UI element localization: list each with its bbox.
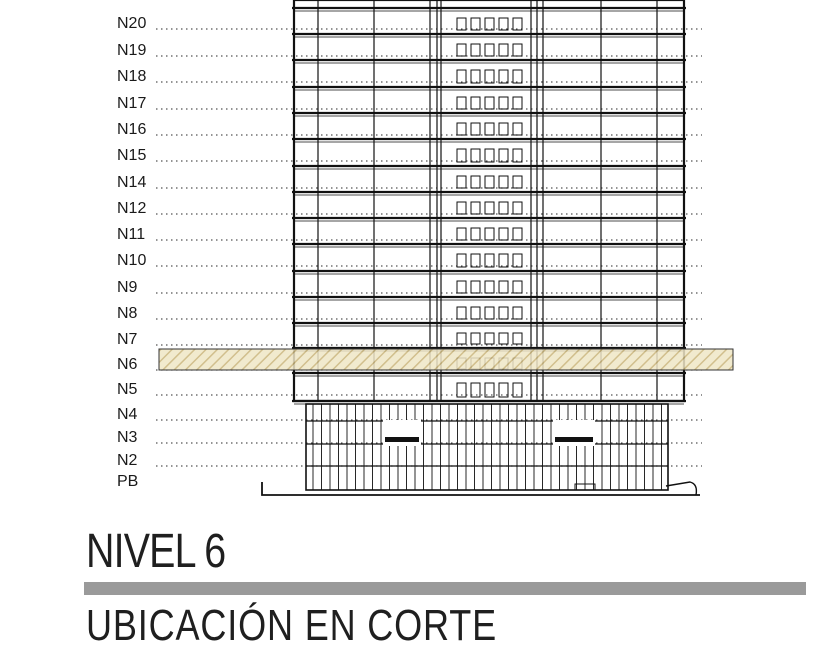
page-subtitle: UBICACIÓN EN CORTE	[86, 601, 498, 650]
core-opening	[457, 18, 466, 30]
core-opening	[471, 228, 480, 240]
core-opening	[513, 123, 522, 135]
level-label-n2: N2	[117, 452, 138, 469]
tower-section	[292, 0, 686, 404]
podium-opening-bar	[385, 437, 419, 442]
core-opening	[499, 149, 508, 162]
core-opening	[457, 70, 466, 83]
core-opening	[513, 176, 522, 188]
core-opening	[499, 176, 508, 188]
podium-opening-bar	[555, 437, 593, 442]
core-opening	[499, 307, 508, 319]
core-opening	[471, 333, 480, 344]
core-opening	[513, 307, 522, 319]
core-opening	[485, 70, 494, 83]
core-opening	[457, 97, 466, 109]
level-label-n15: N15	[117, 147, 147, 164]
highlight-band	[159, 349, 733, 370]
level-label-n11: N11	[117, 226, 146, 243]
level-label-n5: N5	[117, 381, 138, 398]
core-opening	[457, 176, 466, 188]
core-opening	[457, 149, 466, 162]
level-label-n20: N20	[117, 15, 147, 32]
core-opening	[485, 176, 494, 188]
core-opening	[499, 202, 508, 214]
core-opening	[457, 333, 466, 344]
core-opening	[471, 70, 480, 83]
core-opening	[485, 228, 494, 240]
core-opening	[471, 97, 480, 109]
level-label-n14: N14	[117, 174, 147, 191]
core-opening	[499, 333, 508, 344]
core-opening	[499, 44, 508, 56]
core-opening	[485, 18, 494, 30]
core-opening	[499, 97, 508, 109]
core-opening	[457, 202, 466, 214]
core-opening	[485, 149, 494, 162]
core-opening	[485, 123, 494, 135]
core-opening	[513, 228, 522, 240]
level-label-n17: N17	[117, 95, 147, 112]
level-label-n16: N16	[117, 121, 147, 138]
level-labels	[117, 15, 146, 490]
podium-section	[262, 404, 700, 495]
level-label-pb: PB	[117, 473, 139, 490]
core-opening	[499, 70, 508, 83]
core-opening	[513, 333, 522, 344]
core-opening	[513, 202, 522, 214]
core-opening	[513, 281, 522, 293]
core-opening	[485, 254, 494, 267]
core-opening	[485, 44, 494, 56]
highlight-band-n6	[159, 349, 733, 370]
podium-opening	[383, 420, 421, 446]
level-label-n6: N6	[117, 356, 138, 373]
core-opening	[471, 281, 480, 293]
page-title: NIVEL 6	[86, 525, 226, 578]
title-divider	[84, 582, 806, 595]
core-opening	[499, 18, 508, 30]
level-label-n8: N8	[117, 305, 138, 322]
ground-line	[262, 482, 700, 495]
core-opening	[513, 254, 522, 267]
core-opening	[513, 18, 522, 30]
core-opening	[513, 44, 522, 56]
core-opening	[485, 97, 494, 109]
podium-opening	[553, 420, 595, 446]
level-label-n9: N9	[117, 279, 138, 296]
core-opening	[457, 254, 466, 267]
core-opening	[485, 202, 494, 214]
core-opening	[457, 281, 466, 293]
core-opening	[471, 123, 480, 135]
core-opening	[485, 333, 494, 344]
level-label-n4: N4	[117, 406, 138, 423]
core-opening	[513, 70, 522, 83]
level-label-n3: N3	[117, 429, 138, 446]
core-opening	[471, 176, 480, 188]
core-opening	[471, 254, 480, 267]
level-label-n19: N19	[117, 42, 147, 59]
level-label-n18: N18	[117, 68, 147, 85]
core-opening	[457, 44, 466, 56]
ramp-element	[666, 482, 696, 495]
core-opening	[499, 254, 508, 267]
core-opening	[513, 149, 522, 162]
core-opening	[457, 307, 466, 319]
core-opening	[485, 281, 494, 293]
core-opening	[499, 281, 508, 293]
level-label-n7: N7	[117, 331, 138, 348]
podium-outline	[306, 404, 668, 490]
core-opening	[485, 307, 494, 319]
core-opening	[457, 123, 466, 135]
level-label-n12: N12	[117, 200, 147, 217]
core-opening	[471, 44, 480, 56]
core-opening	[457, 228, 466, 240]
core-opening	[471, 202, 480, 214]
core-opening	[471, 149, 480, 162]
core-opening	[471, 18, 480, 30]
core-opening	[499, 123, 508, 135]
core-opening	[513, 97, 522, 109]
core-opening	[471, 307, 480, 319]
core-opening	[499, 228, 508, 240]
level-label-n10: N10	[117, 252, 147, 269]
